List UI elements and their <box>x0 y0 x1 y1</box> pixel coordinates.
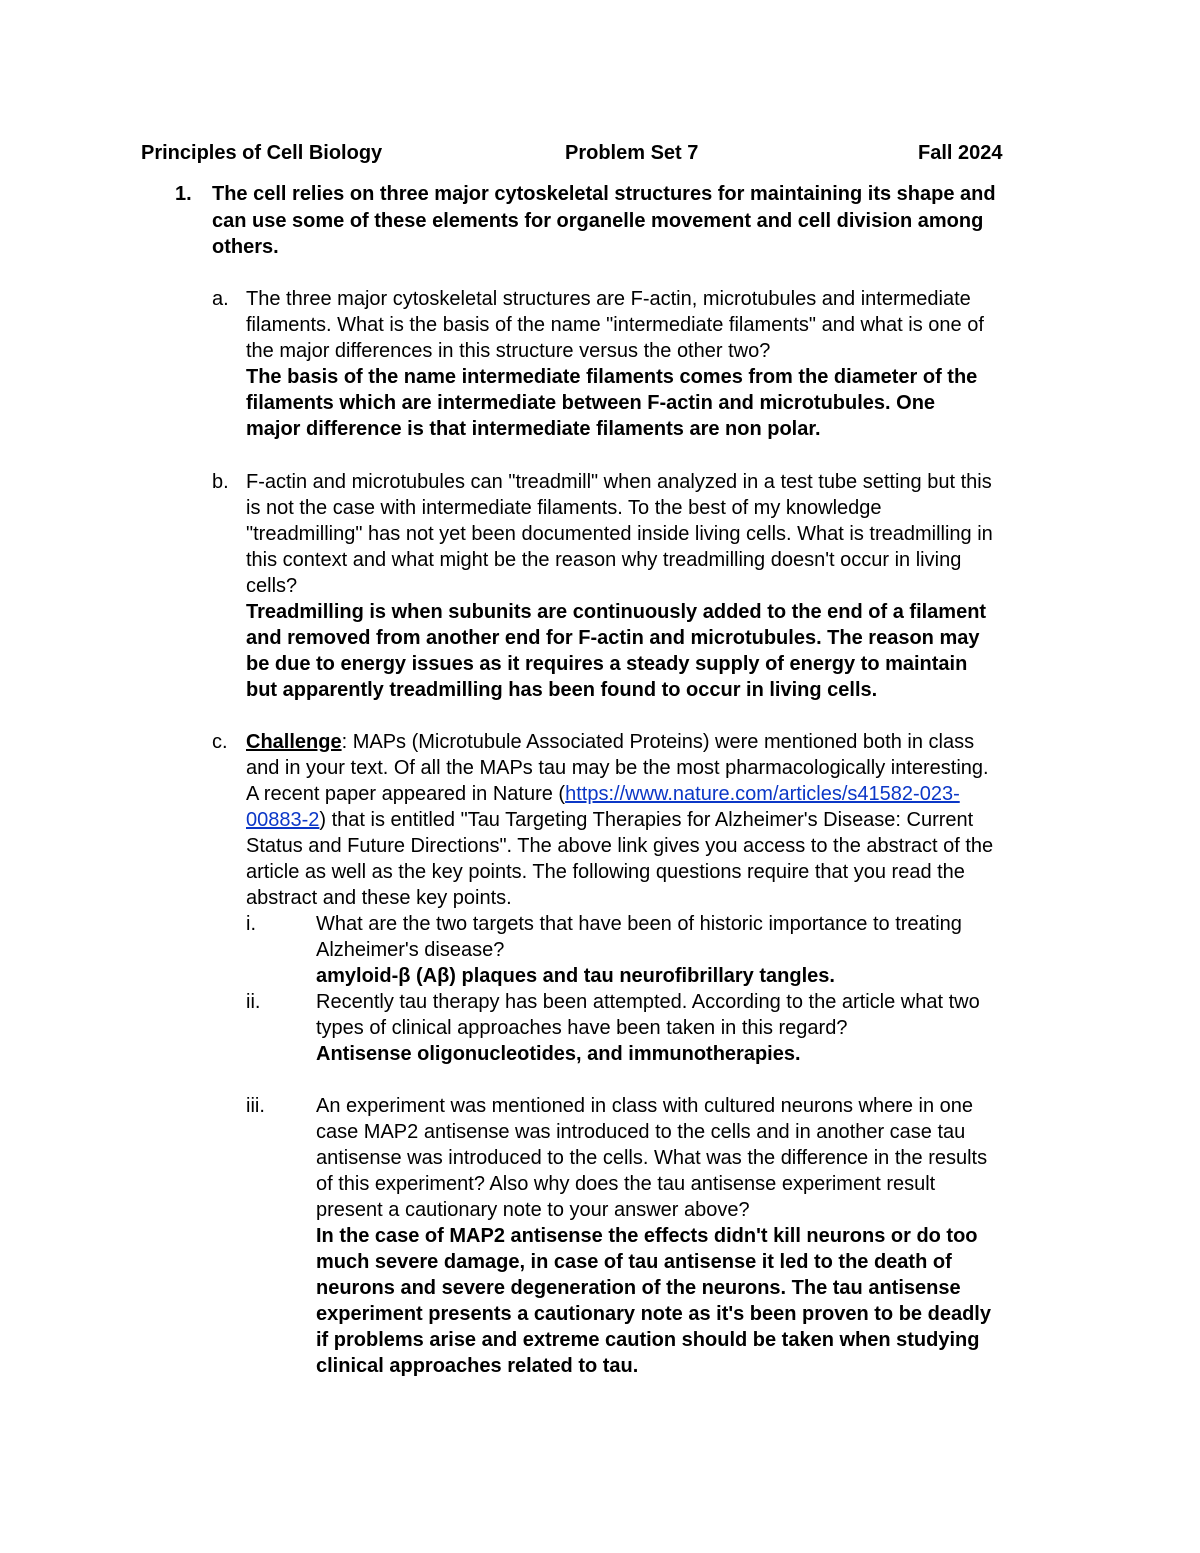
article-link[interactable]: https://www.nature.com/articles/s41582-023- <box>565 783 960 805</box>
part-question-line <box>246 807 973 833</box>
document-header <box>141 142 1021 168</box>
subpart-answer-line: clinical approaches related to tau. <box>316 1355 639 1377</box>
subpart-answer-line: In the case of MAP2 antisense the effects didn't kill neurons or do too <box>316 1225 978 1247</box>
subpart-marker: i. <box>246 913 256 935</box>
question-text-line: others. <box>212 236 279 258</box>
term-label: Fall 2024 <box>918 142 1003 164</box>
part-question-line: this context and what might be the reason why treadmilling doesn't occur in living <box>246 549 962 571</box>
part-question-line: cells? <box>246 575 298 597</box>
question-text-line: can use some of these elements for organelle movement and cell division among <box>212 210 984 232</box>
article-title-text: ) that is entitled "Tau Targeting Therapies for Alzheimer's Disease: Current <box>319 809 974 831</box>
subpart-answer-line: if problems arise and extreme caution should be taken when studying <box>316 1329 980 1351</box>
part-answer-line: filaments which are intermediate between F-actin and microtubules. One <box>246 392 936 414</box>
problem-set-title: Problem Set 7 <box>565 142 699 164</box>
subpart-question-line: Alzheimer's disease? <box>316 939 505 961</box>
question-number: 1. <box>175 183 192 205</box>
question-text-line: The cell relies on three major cytoskeletal structures for maintaining its shape and <box>212 183 996 205</box>
subpart-question-line: case MAP2 antisense was introduced to the cells and in another case tau <box>316 1121 966 1143</box>
challenge-line <box>246 729 974 755</box>
subpart-question-line: antisense was introduced to the cells. What was the difference in the results <box>316 1147 988 1169</box>
part-question-line: "treadmilling" has not yet been documented inside living cells. What is treadmilling in <box>246 523 993 545</box>
part-question-line: filaments. What is the basis of the name "intermediate filaments" and what is one of <box>246 314 984 336</box>
subpart-marker: iii. <box>246 1095 265 1117</box>
part-marker: b. <box>212 471 229 493</box>
part-question-line: abstract and these key points. <box>246 887 512 909</box>
subpart-question-line: of this experiment? Also why does the tau antisense experiment result <box>316 1173 936 1195</box>
subpart-answer-line: Antisense oligonucleotides, and immunotherapies. <box>316 1043 801 1065</box>
part-question-line: Status and Future Directions". The above link gives you access to the abstract of the <box>246 835 994 857</box>
subpart-answer-line: experiment presents a cautionary note as it's been proven to be deadly <box>316 1303 991 1325</box>
part-question-line: and in your text. Of all the MAPs tau may be the most pharmacologically interesting. <box>246 757 989 779</box>
subpart-question-line: Recently tau therapy has been attempted. According to the article what two <box>316 991 980 1013</box>
part-question-line: F-actin and microtubules can "treadmill" when analyzed in a test tube setting but this <box>246 471 992 493</box>
challenge-text: : MAPs (Microtubule Associated Proteins) were mentioned both in class <box>341 731 975 753</box>
subpart-question-line: types of clinical approaches have been taken in this regard? <box>316 1017 848 1039</box>
part-answer-line: The basis of the name intermediate filaments comes from the diameter of the <box>246 366 978 388</box>
article-link-continued[interactable]: 00883-2 <box>246 809 320 831</box>
part-answer-line: major difference is that intermediate filaments are non polar. <box>246 418 821 440</box>
subpart-question-line: What are the two targets that have been of historic importance to treating <box>316 913 962 935</box>
subpart-answer-line: much severe damage, in case of tau antisense it led to the death of <box>316 1251 952 1273</box>
part-marker: c. <box>212 731 228 753</box>
part-answer-line: Treadmilling is when subunits are continuously added to the end of a filament <box>246 601 987 623</box>
part-answer-line: and removed from another end for F-actin and microtubules. The reason may <box>246 627 980 649</box>
challenge-label: Challenge <box>246 731 342 753</box>
part-answer-line: be due to energy issues as it requires a steady supply of energy to maintain <box>246 653 968 675</box>
subpart-answer-line: neurons and severe degeneration of the neurons. The tau antisense <box>316 1277 961 1299</box>
part-question-line: article as well as the key points. The following questions require that you read the <box>246 861 965 883</box>
citation-intro: A recent paper appeared in Nature ( <box>246 783 566 805</box>
part-question-line: is not the case with intermediate filaments. To the best of my knowledge <box>246 497 882 519</box>
subpart-answer-line: amyloid-β (Aβ) plaques and tau neurofibrillary tangles. <box>316 965 835 987</box>
course-title: Principles of Cell Biology <box>141 142 383 164</box>
part-question-line: The three major cytoskeletal structures are F-actin, microtubules and intermediate <box>246 288 971 310</box>
subpart-question-line: An experiment was mentioned in class with cultured neurons where in one <box>316 1095 974 1117</box>
subpart-question-line: present a cautionary note to your answer above? <box>316 1199 750 1221</box>
subpart-marker: ii. <box>246 991 261 1013</box>
part-marker: a. <box>212 288 229 310</box>
part-question-line: the major differences in this structure versus the other two? <box>246 340 771 362</box>
part-question-line <box>246 781 960 807</box>
part-answer-line: but apparently treadmilling has been found to occur in living cells. <box>246 679 878 701</box>
